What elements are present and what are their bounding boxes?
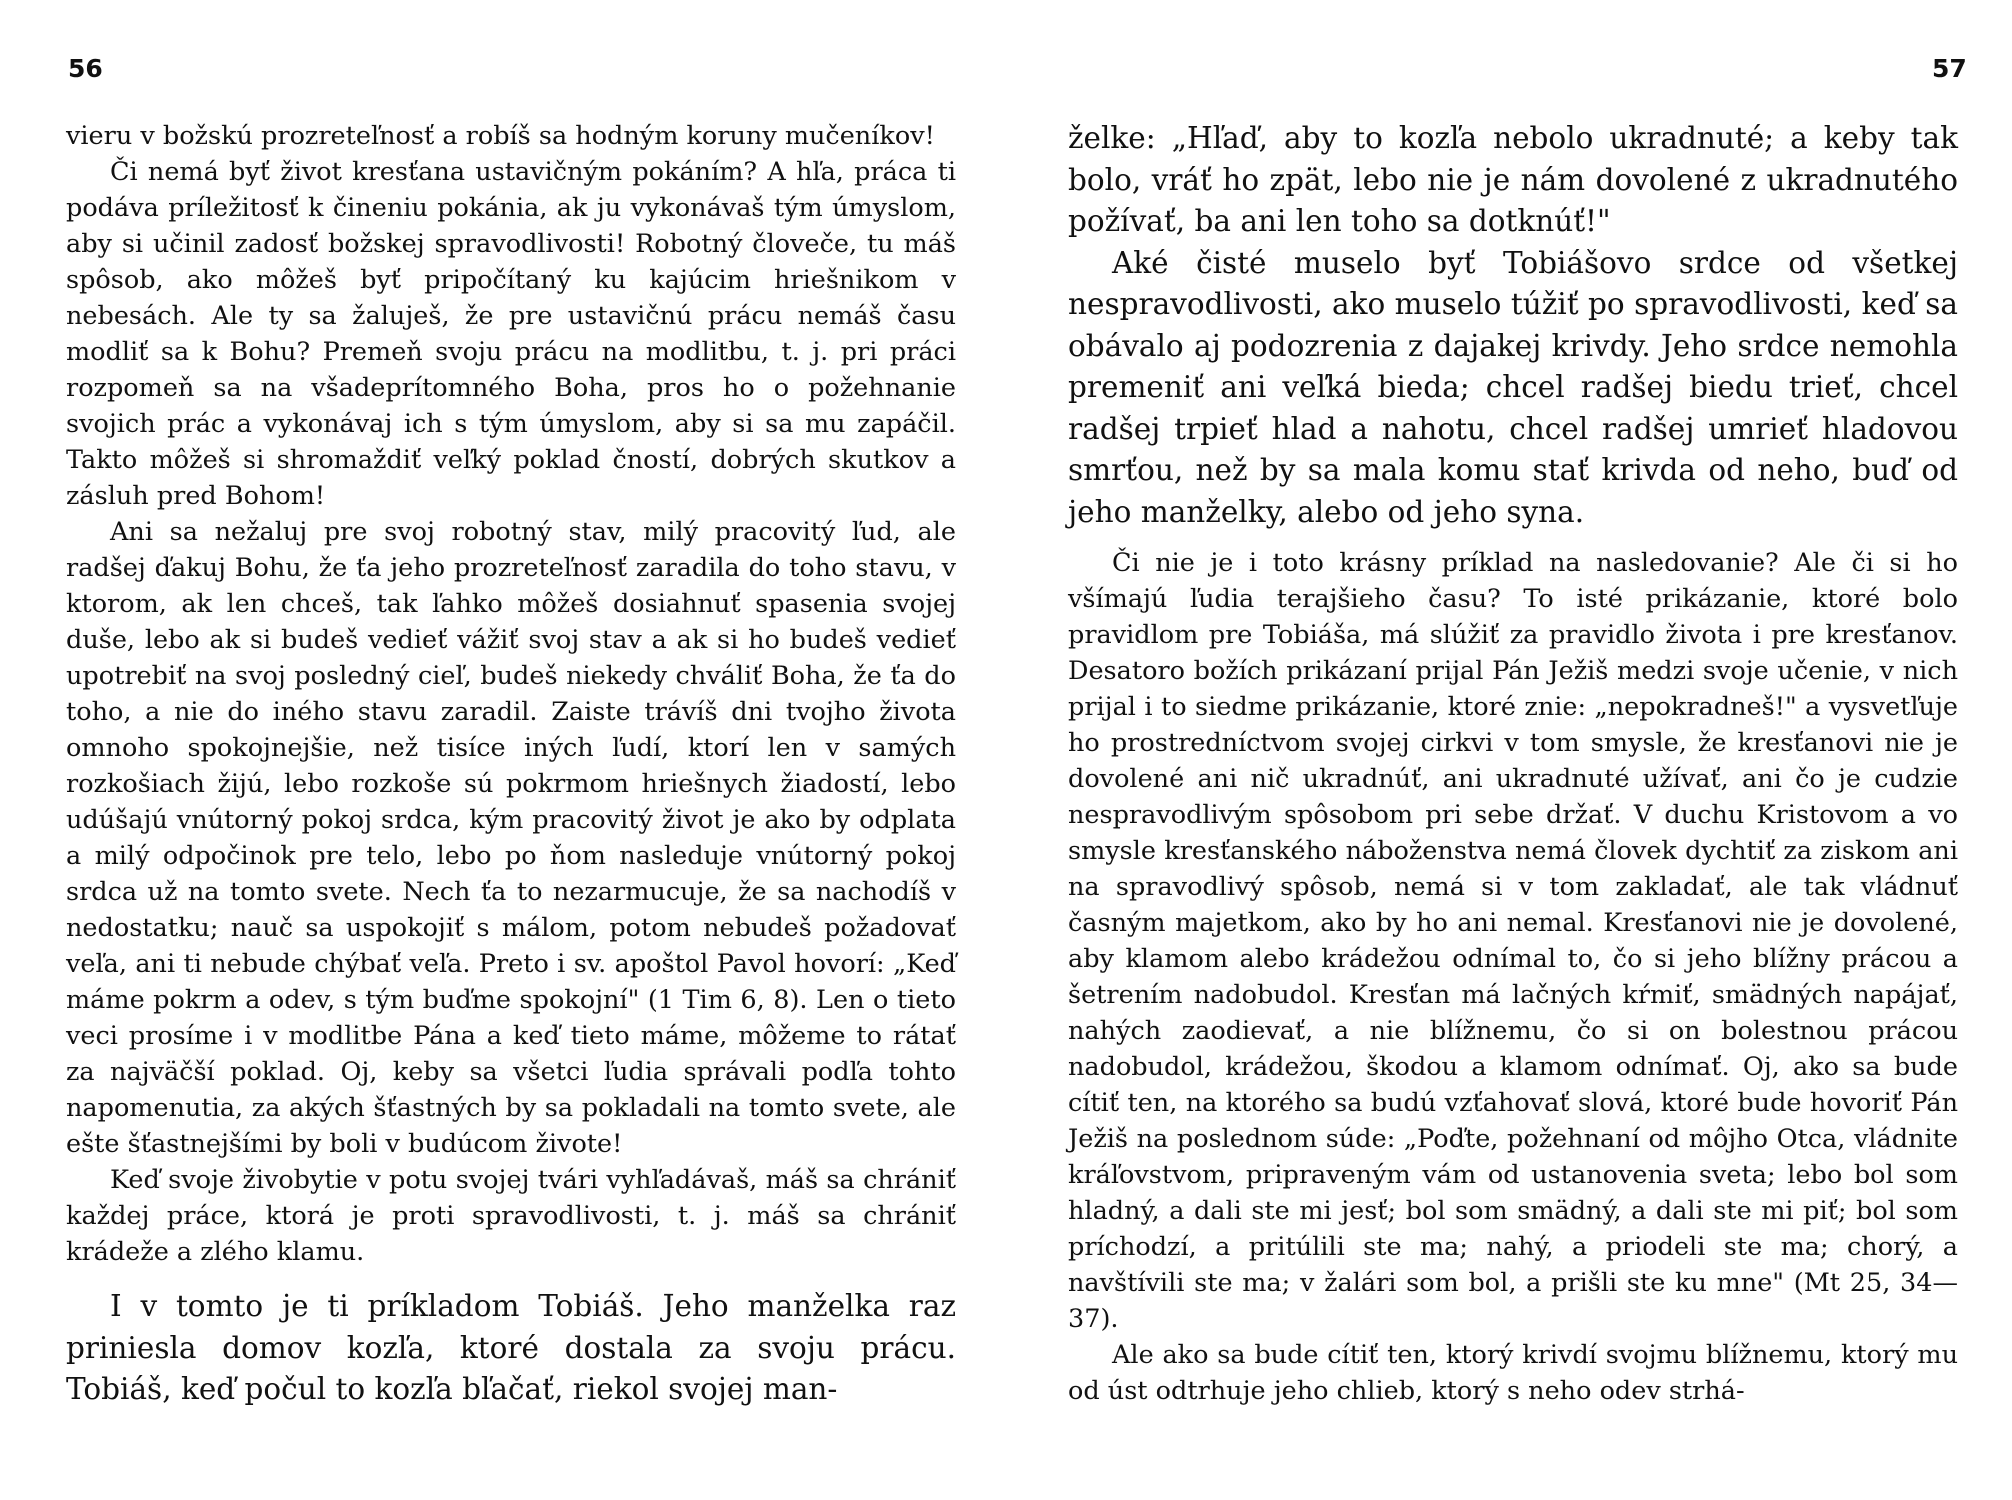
paragraph: Či nie je i toto krásny príklad na nasledovanie? Ale či si ho všímajú ľudia terajšieho času? To isté prikázanie, ktoré bolo pravidlom pre Tobiáša, má slúžiť za pravidlo života i pre kresťanov. Desatoro božích prikázaní prijal Pán Ježiš medzi svoje učenie, v nich prijal i to siedme prikázanie, ktoré znie: „nepokradneš!" a vysvetľuje ho prostredníctvom svojej cirkvi v tom smysle, že kresťanovi nie je dovolené ani nič ukradnúť, ani ukradnuté užívať, ani čo je cudzie nespravodlivým spôsobom pri sebe držať. V duchu Kristovom a vo smysle kresťanského náboženstva nemá človek dychtiť za ziskom ani na spravodlivý spôsob, nemá si v tom zakladať, ale tak vládnuť časným majetkom, ako by ho ani nemal. Kresťanovi nie je dovolené, aby klamom alebo krádežou odnímal to, čo si jeho blížny prácou a šetrením nadobudol. Kresťan má lačných kŕmiť, smädných napájať, nahých zaodievať, a nie blížnemu, čo si on bolestnou prácou nadobudol, krádežou, škodou a klamom odnímať. Oj, ako sa bude cítiť ten, na ktorého sa budú vzťahovať slová, ktoré bude hovoriť Pán Ježiš na poslednom súde: „Poďte, požehnaní od môjho Otca, vládnite kráľovstvom, pripraveným vám od ustanovenia sveta; lebo bol som hladný, a dali ste mi jesť; bol som smädný, a dali ste mi piť; bol som príchodzí, a pritúlili ste ma; nahý, a priodeli ste ma; chorý, a navštívili ste ma; v žalári som bol, a prišli ste ku mne" (Mt 25, 34—37). xyxy=(1068,548,1958,1334)
paragraph-large: želke: „Hľaď, aby to kozľa nebolo ukradnuté; a keby tak bolo, vráť ho zpät, lebo nie je nám dovolené z ukradnutého požívať, ba ani len toho sa dotknúť!" xyxy=(1068,121,1958,238)
page-number-right: 57 xyxy=(1932,54,1967,83)
paragraph-large: Aké čisté muselo byť Tobiášovo srdce od všetkej nespravodlivosti, ako muselo túžiť po spravodlivosti, keď sa obávalo aj podozrenia z dajakej krivdy. Jeho srdce nemohla premeniť ani veľká bieda; chcel radšej biedu trieť, chcel radšej trpieť hlad a nahotu, chcel radšej umrieť hladovou smrťou, než by sa mala komu stať krivda od neho, buď od jeho manželky, alebo od jeho syna. xyxy=(1068,245,1958,529)
page-number-left: 56 xyxy=(68,54,103,83)
paragraph: Ale ako sa bude cítiť ten, ktorý krivdí svojmu blížnemu, ktorý mu od úst odtrhuje jeho chlieb, ktorý s neho odev strhá- xyxy=(1068,1340,1958,1406)
paragraph-large: I v tomto je ti príkladom Tobiáš. Jeho manželka raz priniesla domov kozľa, ktoré dostala za svoju prácu. Tobiáš, keď počul to kozľa bľačať, riekol svojej man- xyxy=(66,1289,956,1406)
left-page-column xyxy=(66,118,956,1411)
paragraph: Ani sa nežaluj pre svoj robotný stav, milý pracovitý ľud, ale radšej ďakuj Bohu, že ťa jeho prozreteľnosť zaradila do toho stavu, v ktorom, ak len chceš, tak ľahko môžeš dosiahnuť spasenia svojej duše, lebo ak si budeš vedieť vážiť svoj stav a ak si ho budeš vedieť upotrebiť na svoj posledný cieľ, budeš niekedy chváliť Boha, že ťa do toho, a nie do iného stavu zaradil. Zaiste trávíš dni tvojho života omnoho spokojnejšie, než tisíce iných ľudí, ktorí len v samých rozkošiach žijú, lebo rozkoše sú pokrmom hriešnych žiadostí, lebo udúšajú vnútorný pokoj srdca, kým pracovitý život je ako by odplata a milý odpočinok pre telo, lebo po ňom nasleduje vnútorný pokoj srdca už na tomto svete. Nech ťa to nezarmucuje, že sa nachodíš v nedostatku; nauč sa uspokojiť s málom, potom nebudeš požadovať veľa, ani ti nebude chýbať veľa. Preto i sv. apoštol Pavol hovorí: „Keď máme pokrm a odev, s tým buďme spokojní" (1 Tim 6, 8). Len o tieto veci prosíme i v modlitbe Pána a keď tieto máme, môžeme to rátať za najväčší poklad. Oj, keby sa všetci ľudia správali podľa tohto napomenutia, za akých šťastných by sa pokladali na tomto svete, ale ešte šťastnejšími by boli v budúcom živote! xyxy=(66,517,956,1159)
paragraph: Či nemá byť život kresťana ustavičným pokáním? A hľa, práca ti podáva príležitosť k čineniu pokánia, ak ju vykonávaš tým úmyslom, aby si učinil zadosť božskej spravodlivosti! Robotný človeče, tu máš spôsob, ako môžeš byť pripočítaný ku kajúcim hriešnikom v nebesách. Ale ty sa žaluješ, že pre ustavičnú prácu nemáš času modliť sa k Bohu? Premeň svoju prácu na modlitbu, t. j. pri práci rozpomeň sa na všadeprítomného Boha, pros ho o požehnanie svojich prác a vykonávaj ich s tým úmyslom, aby si sa mu zapáčil. Takto môžeš si shromaždiť veľký poklad čností, dobrých skutkov a zásluh pred Bohom! xyxy=(66,157,956,511)
paragraph: vieru v božskú prozreteľnosť a robíš sa hodným koruny mučeníkov! xyxy=(66,121,935,151)
paragraph: Keď svoje živobytie v potu svojej tvári vyhľadávaš, máš sa chrániť každej práce, ktorá je proti spravodlivosti, t. j. máš sa chrániť krádeže a zlého klamu. xyxy=(66,1165,956,1267)
right-page-column xyxy=(1068,118,1958,1409)
